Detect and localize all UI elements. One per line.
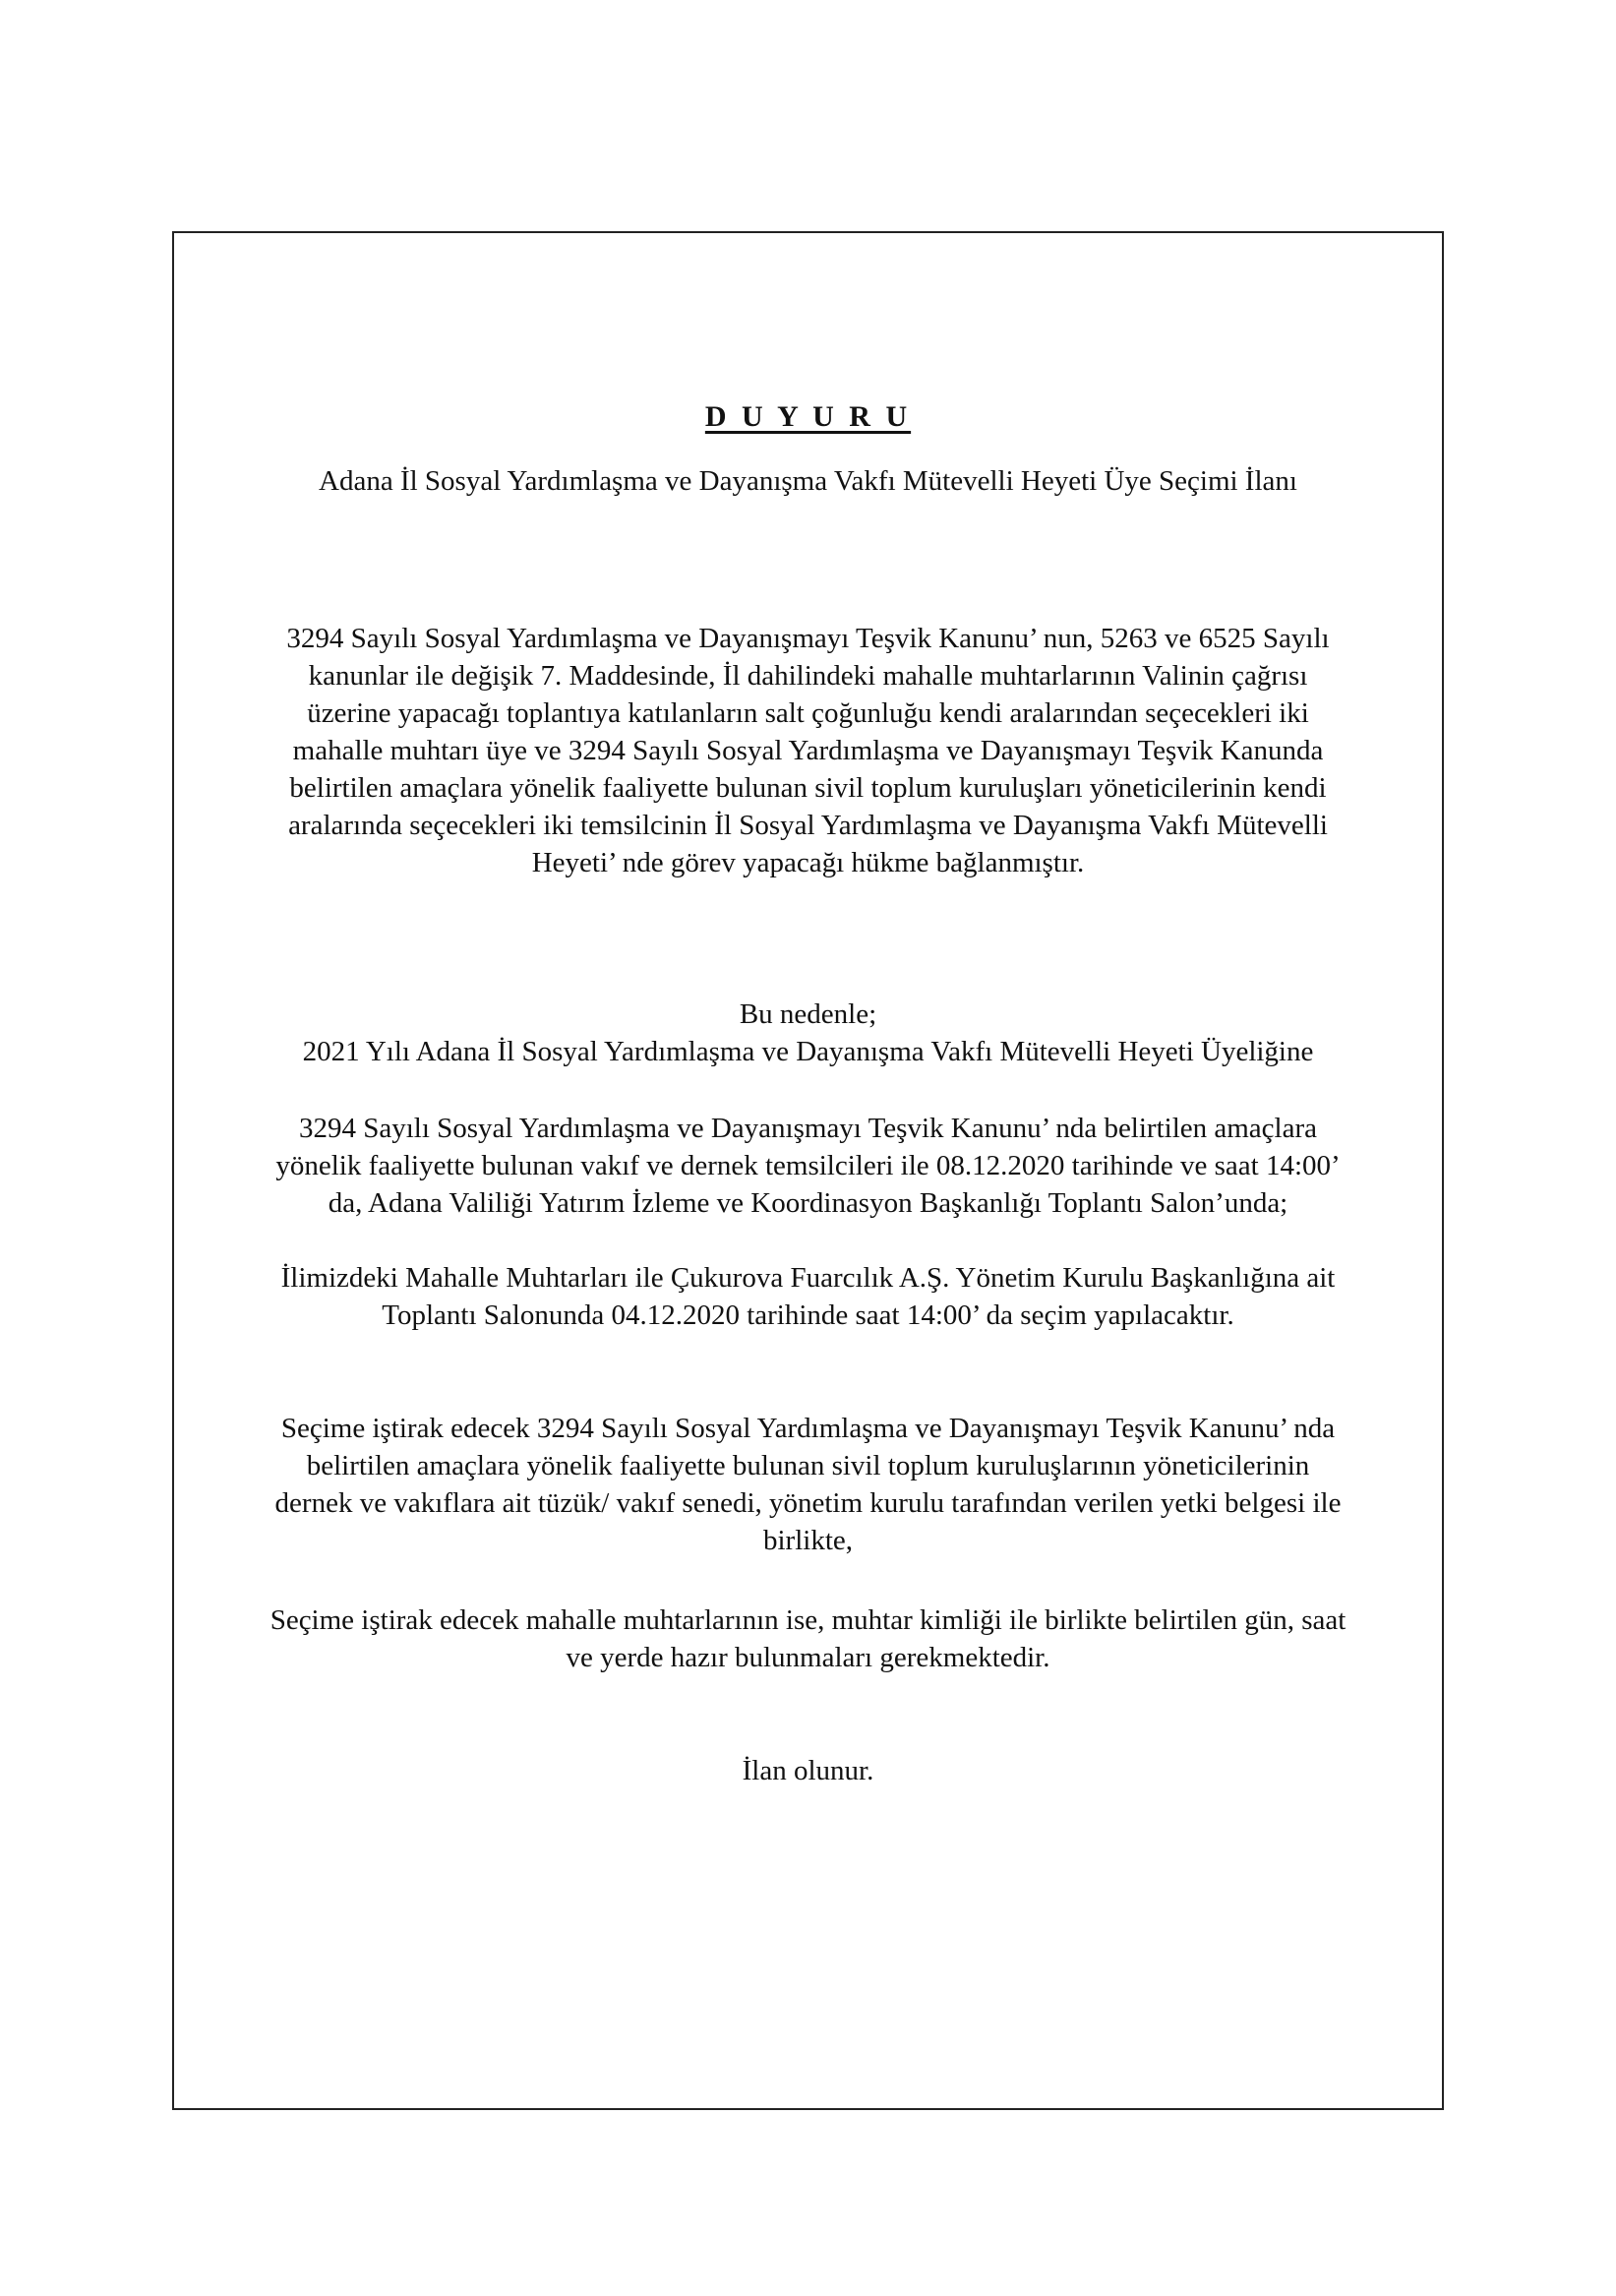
document-title: D U Y U R U (704, 400, 912, 433)
paragraph-1-line-1: 3294 Sayılı Sosyal Yardımlaşma ve Dayanışmayı Teşvik Kanunu’ nun, 5263 ve 6525 Sayılı (286, 623, 1330, 654)
paragraph-3-line-2: Toplantı Salonunda 04.12.2020 tarihinde saat 14:00’ da seçim yapılacaktır. (382, 1299, 1234, 1331)
paragraph-4-line-1: Seçime iştirak edecek 3294 Sayılı Sosyal Yardımlaşma ve Dayanışmayı Teşvik Kanunu’ nda (280, 1413, 1336, 1444)
paragraph-1-line-3: üzerine yapacağı toplantıya katılanların salt çoğunluğu kendi aralarından seçecekleri iki (307, 697, 1309, 729)
paragraph-4-line-2: belirtilen amaçlara yönelik faaliyette bulunan sivil toplum kuruluşlarının yöneticilerinin (306, 1450, 1310, 1481)
paragraph-4-line-4: birlikte, (762, 1525, 853, 1556)
paragraph-1-line-6: aralarında seçecekleri iki temsilcinin İl Sosyal Yardımlaşma ve Dayanışma Vakfı Mütevelli (288, 810, 1328, 841)
paragraph-4-line-3: dernek ve vakıflara ait tüzük/ vakıf senedi, yönetim kurulu tarafından verilen yetki belgesi ile (274, 1487, 1342, 1519)
paragraph-1-line-7: Heyeti’ nde görev yapacağı hükme bağlanmıştır. (531, 847, 1085, 878)
paragraph-1-line-4: mahalle muhtarı üye ve 3294 Sayılı Sosyal Yardımlaşma ve Dayanışmayı Teşvik Kanunda (292, 735, 1324, 766)
paragraph-5-line-2: ve yerde hazır bulunmaları gerekmektedir. (566, 1642, 1050, 1673)
closing-line: İlan olunur. (742, 1755, 874, 1786)
paragraph-2-line-2: yönelik faaliyette bulunan vakıf ve dernek temsilcileri ile 08.12.2020 tarihinde ve saat 14:00’ (275, 1150, 1341, 1181)
paragraph-1-line-5: belirtilen amaçlara yönelik faaliyette bulunan sivil toplum kuruluşları yöneticilerinin kendi (289, 772, 1327, 804)
paragraph-1-line-2: kanunlar ile değişik 7. Maddesinde, İl dahilindeki mahalle muhtarlarının Valinin çağrısı (308, 660, 1308, 692)
document-subtitle: Adana İl Sosyal Yardımlaşma ve Dayanışma Vakfı Mütevelli Heyeti Üye Seçimi İlanı (319, 465, 1297, 497)
paragraph-5-line-1: Seçime iştirak edecek mahalle muhtarlarının ise, muhtar kimliği ile birlikte belirtilen gün, saat (269, 1604, 1347, 1636)
paragraph-2-line-3: da, Adana Valiliği Yatırım İzleme ve Koordinasyon Başkanlığı Toplantı Salon’unda; (328, 1187, 1288, 1219)
year-line: 2021 Yılı Adana İl Sosyal Yardımlaşma ve Dayanışma Vakfı Mütevelli Heyeti Üyeliğine (302, 1036, 1314, 1067)
paragraph-3-line-1: İlimizdeki Mahalle Muhtarları ile Çukurova Fuarcılık A.Ş. Yönetim Kurulu Başkanlığına ait (280, 1262, 1336, 1294)
bu-nedenle-line: Bu nedenle; (739, 998, 877, 1030)
paragraph-2-line-1: 3294 Sayılı Sosyal Yardımlaşma ve Dayanışmayı Teşvik Kanunu’ nda belirtilen amaçlara (298, 1113, 1318, 1144)
